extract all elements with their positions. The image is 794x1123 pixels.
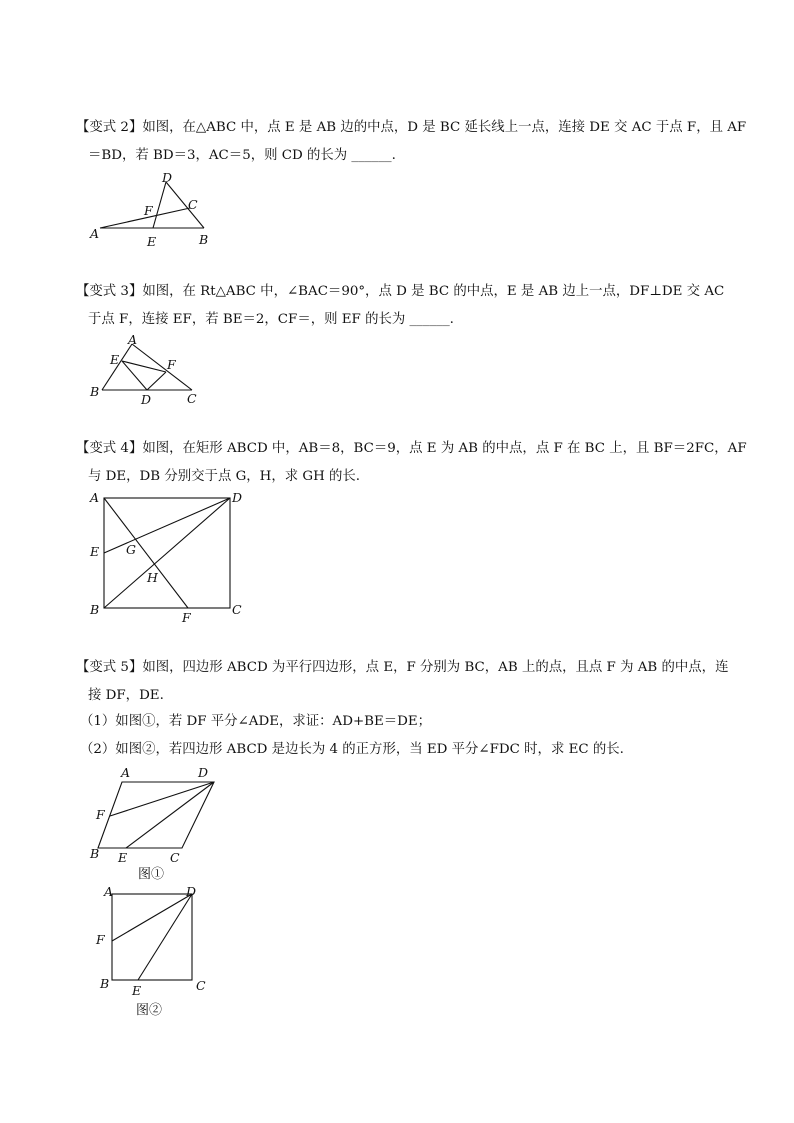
segment-de <box>153 182 166 228</box>
label-e: E <box>147 234 157 249</box>
label-c: C <box>232 602 242 617</box>
label-b: B <box>100 976 110 991</box>
label-c: C <box>170 850 180 865</box>
problem5-figure2 <box>86 884 222 1020</box>
label-a: A <box>90 226 100 241</box>
problem3-line1: 【变式 3】如图，在 Rt△ABC 中，∠BAC＝90°，点 D 是 BC 的中点，E 是 AB 边上一点，DF⊥DE 交 AC <box>76 284 725 299</box>
label-d: D <box>232 490 243 505</box>
label-b: B <box>90 602 100 617</box>
problem5-line1: 【变式 5】如图，四边形 ABCD 为平行四边形，点 E，F 分别为 BC，AB 上的点，且点 F 为 AB 的中点，连 <box>76 660 729 675</box>
label-b: B <box>90 846 100 861</box>
problem4-line1: 【变式 4】如图，在矩形 ABCD 中，AB＝8，BC＝9，点 E 为 AB 的中点，点 F 在 BC 上，且 BF＝2FC，AF <box>76 441 747 456</box>
label-d: D <box>186 884 197 899</box>
segment-df <box>112 894 192 941</box>
segment-de <box>126 782 214 848</box>
label-c: C <box>196 978 206 993</box>
label-c: C <box>188 197 198 212</box>
label-d: D <box>198 765 209 780</box>
label-f: F <box>144 203 153 218</box>
label-f: F <box>182 610 191 625</box>
problem5-sub1: （1）如图①，若 DF 平分∠ADE，求证：AD+BE＝DE； <box>80 714 432 729</box>
parallelogram-abcd <box>98 782 214 848</box>
label-f: F <box>167 357 176 372</box>
label-e: E <box>118 850 128 865</box>
problem5-sub2: （2）如图②，若四边形 ABCD 是边长为 4 的正方形，当 ED 平分∠FDC 时，求 EC 的长. <box>80 742 624 757</box>
problem5-line2: 接 DF，DE. <box>88 688 164 703</box>
segment-ef <box>122 361 166 372</box>
segment-df <box>147 372 166 390</box>
label-f: F <box>96 932 105 947</box>
segment-bd <box>104 498 230 608</box>
label-e: E <box>132 983 142 998</box>
problem2-line1: 【变式 2】如图，在△ABC 中，点 E 是 AB 边的中点，D 是 BC 延长线上一点，连接 DE 交 AC 于点 F，且 AF <box>76 120 747 135</box>
figure2-caption: 图② <box>136 1003 163 1018</box>
segment-de <box>122 361 147 390</box>
problem4-line2: 与 DE，DB 分别交于点 G，H，求 GH 的长. <box>88 469 361 484</box>
label-a: A <box>128 332 138 347</box>
label-c: C <box>187 391 197 406</box>
label-e: E <box>90 544 100 559</box>
label-d: D <box>162 170 173 185</box>
label-a: A <box>90 490 100 505</box>
problem4-figure <box>86 486 256 628</box>
problem2-line2: ＝BD，若 BD＝3，AC＝5，则 CD 的长为 ______. <box>88 148 396 163</box>
square-abcd <box>112 894 192 980</box>
label-h: H <box>147 570 158 585</box>
figure1-caption: 图① <box>138 867 165 882</box>
segment-de <box>138 894 192 980</box>
segment-df <box>110 782 214 816</box>
label-f: F <box>96 807 105 822</box>
segment-bd <box>166 182 204 228</box>
label-b: B <box>90 384 100 399</box>
label-g: G <box>126 542 136 557</box>
label-a: A <box>104 884 114 899</box>
segment-af <box>104 498 188 608</box>
problem3-line2: 于点 F，连接 EF，若 BE＝2，CF＝，则 EF 的长为 ______. <box>88 312 454 327</box>
label-e: E <box>110 352 120 367</box>
problem5-figure1 <box>86 764 222 884</box>
segment-de <box>104 498 230 553</box>
problem2-figure <box>86 168 216 252</box>
problem3-figure <box>86 334 212 408</box>
label-a: A <box>121 765 131 780</box>
label-d: D <box>141 392 152 407</box>
label-b: B <box>199 232 209 247</box>
